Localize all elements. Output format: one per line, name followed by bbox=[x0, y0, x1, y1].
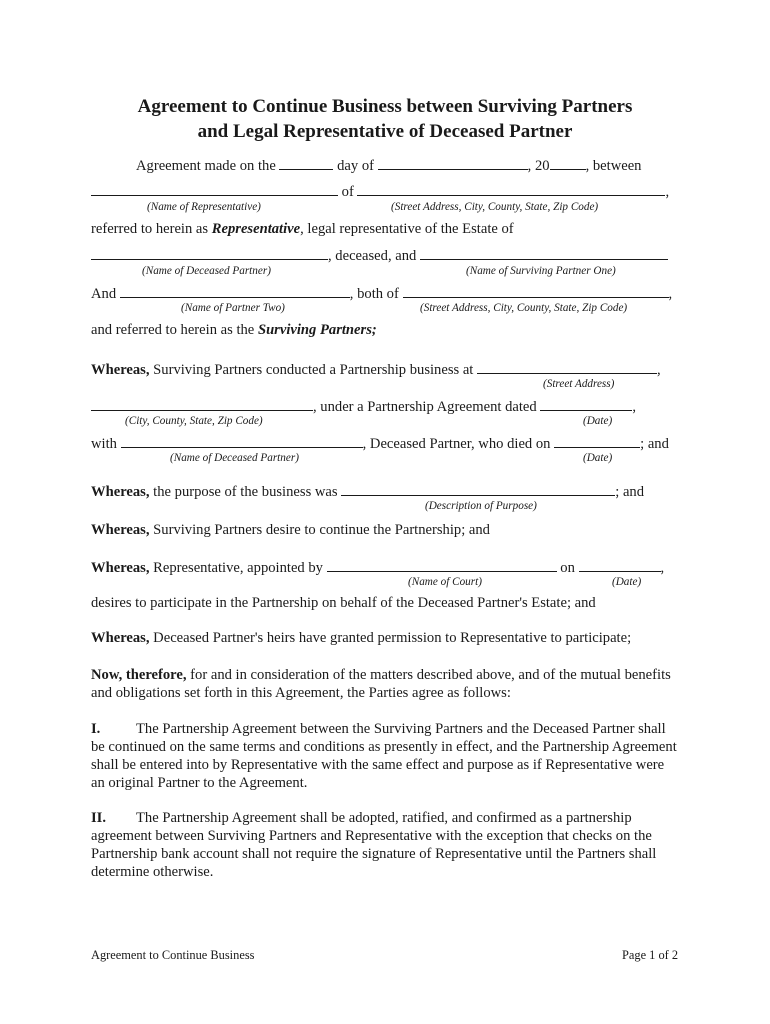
label-description-of-purpose: (Description of Purpose) bbox=[425, 500, 537, 512]
month-blank[interactable] bbox=[378, 156, 528, 170]
label-street-address-full-2: (Street Address, City, County, State, Zip Code) bbox=[420, 302, 628, 314]
referred-suffix-text: , legal representative of the Estate of bbox=[300, 221, 514, 237]
deceased-died-text: , Deceased Partner, who died on bbox=[362, 436, 551, 452]
whereas-keyword-2: Whereas, bbox=[91, 484, 150, 500]
surviving-partners-term: Surviving Partners; bbox=[257, 322, 377, 338]
comma-text-5: , bbox=[660, 560, 665, 576]
referred-representative-line bbox=[91, 221, 514, 238]
whereas-purpose-line bbox=[91, 482, 644, 501]
day-of-text: day of bbox=[337, 158, 375, 174]
whereas-appointed-line bbox=[91, 558, 664, 577]
deceased-and-text: , deceased, and bbox=[328, 248, 417, 264]
section-one-paragraph bbox=[91, 720, 681, 792]
day-blank[interactable] bbox=[279, 156, 333, 170]
under-agreement-text: , under a Partnership Agreement dated bbox=[313, 399, 537, 415]
comma-text-4: , bbox=[632, 399, 637, 415]
whereas-keyword-3: Whereas, bbox=[91, 522, 150, 538]
label-street-address: (Street Address) bbox=[543, 378, 615, 390]
partners-address-blank[interactable] bbox=[403, 284, 669, 298]
deceased-died-line bbox=[91, 434, 669, 453]
comma-text-2: , bbox=[668, 286, 673, 302]
label-name-of-representative: (Name of Representative) bbox=[147, 201, 261, 213]
label-date-2: (Date) bbox=[583, 452, 613, 464]
whereas-keyword-4: Whereas, bbox=[91, 560, 150, 576]
representative-line bbox=[91, 182, 669, 201]
and-text: And bbox=[91, 286, 117, 302]
section-two-text: The Partnership Agreement shall be adopted, ratified, and confirmed as a partnership agreement between Surviving Partners and Representative with the exception that checks on the Partnership bank account shall not require the signature of Representative until the Partners shall determine otherwise. bbox=[91, 810, 657, 880]
representative-address-blank[interactable] bbox=[357, 182, 665, 196]
document-title-line-1: Agreement to Continue Business between Surviving Partners bbox=[137, 96, 633, 117]
now-therefore-keyword: Now, therefore, bbox=[91, 667, 187, 683]
now-therefore-text: for and in consideration of the matters described above, and of the mutual benefits and obligations set forth in this Agreement, the Parties agree as follows: bbox=[91, 667, 671, 701]
section-two-number: II. bbox=[91, 810, 107, 826]
footer-document-name: Agreement to Continue Business bbox=[91, 948, 255, 962]
whereas-heirs-line bbox=[91, 630, 631, 647]
label-name-of-partner-two: (Name of Partner Two) bbox=[181, 302, 285, 314]
representative-term: Representative bbox=[211, 221, 301, 237]
purpose-text: the purpose of the business was bbox=[153, 484, 338, 500]
year-prefix-text: , 20 bbox=[527, 158, 550, 174]
whereas-business-line bbox=[91, 360, 661, 379]
agreement-made-on-text: Agreement made on the bbox=[136, 158, 276, 174]
footer-page-number: Page 1 of 2 bbox=[622, 948, 679, 962]
court-name-blank[interactable] bbox=[327, 558, 557, 572]
agreement-date-line bbox=[136, 156, 641, 175]
business-city-blank[interactable] bbox=[91, 397, 313, 411]
year-blank[interactable] bbox=[550, 156, 586, 170]
comma-text: , bbox=[665, 184, 670, 200]
with-text: with bbox=[91, 436, 117, 452]
both-of-text: , both of bbox=[349, 286, 399, 302]
deceased-partner-blank[interactable] bbox=[91, 246, 328, 260]
whereas-continue-line bbox=[91, 522, 490, 539]
whereas-business-text: Surviving Partners conducted a Partnership business at bbox=[153, 362, 474, 378]
label-name-of-court: (Name of Court) bbox=[408, 576, 482, 588]
surviving-partner-one-blank[interactable] bbox=[420, 246, 668, 260]
appointment-date-blank[interactable] bbox=[579, 558, 661, 572]
partner-two-line bbox=[91, 284, 672, 303]
representative-name-blank[interactable] bbox=[91, 182, 338, 196]
business-street-blank[interactable] bbox=[477, 360, 657, 374]
whereas-keyword: Whereas, bbox=[91, 362, 150, 378]
now-therefore-paragraph bbox=[91, 666, 681, 702]
section-two-paragraph bbox=[91, 809, 681, 881]
between-text: , between bbox=[585, 158, 642, 174]
label-city-county: (City, County, State, Zip Code) bbox=[125, 415, 263, 427]
label-date: (Date) bbox=[583, 415, 613, 427]
of-text: of bbox=[341, 184, 354, 200]
and-referred-text: and referred to herein as the bbox=[91, 322, 255, 338]
label-name-of-deceased-partner-2: (Name of Deceased Partner) bbox=[170, 452, 299, 464]
comma-text-3: , bbox=[657, 362, 661, 378]
deceased-line bbox=[91, 246, 668, 265]
agreement-date-blank[interactable] bbox=[540, 397, 632, 411]
heirs-permission-text: Deceased Partner's heirs have granted permission to Representative to participate; bbox=[153, 630, 632, 646]
label-street-address-full: (Street Address, City, County, State, Zip Code) bbox=[391, 201, 599, 213]
surviving-partners-line bbox=[91, 322, 377, 339]
city-agreement-line bbox=[91, 397, 636, 416]
semicolon-and-text: ; and bbox=[640, 436, 669, 452]
desires-participate-line: desires to participate in the Partnership on behalf of the Deceased Partner's Estate; and bbox=[91, 595, 596, 611]
label-name-of-deceased-partner: (Name of Deceased Partner) bbox=[142, 265, 271, 277]
on-text: on bbox=[560, 560, 575, 576]
semicolon-and-text-2: ; and bbox=[615, 484, 645, 500]
document-title-line-2: and Legal Representative of Deceased Partner bbox=[197, 121, 573, 142]
referred-prefix-text: referred to herein as bbox=[91, 221, 209, 237]
label-date-3: (Date) bbox=[612, 576, 642, 588]
purpose-blank[interactable] bbox=[341, 482, 615, 496]
continue-partnership-text: Surviving Partners desire to continue the Partnership; and bbox=[153, 522, 490, 538]
section-one-text: The Partnership Agreement between the Surviving Partners and the Deceased Partner shall be continued on the same terms and conditions as presently in effect, and the Partnership Agreement shall be entered into by Representative with the same effect and purpose as if Representative were an original Partner to the Agreement. bbox=[91, 721, 677, 791]
deceased-name-blank[interactable] bbox=[121, 434, 363, 448]
section-one-number: I. bbox=[91, 721, 101, 737]
label-surviving-partner-one: (Name of Surviving Partner One) bbox=[466, 265, 616, 277]
appointed-by-text: Representative, appointed by bbox=[153, 560, 323, 576]
partner-two-blank[interactable] bbox=[120, 284, 350, 298]
death-date-blank[interactable] bbox=[554, 434, 640, 448]
whereas-keyword-5: Whereas, bbox=[91, 630, 150, 646]
